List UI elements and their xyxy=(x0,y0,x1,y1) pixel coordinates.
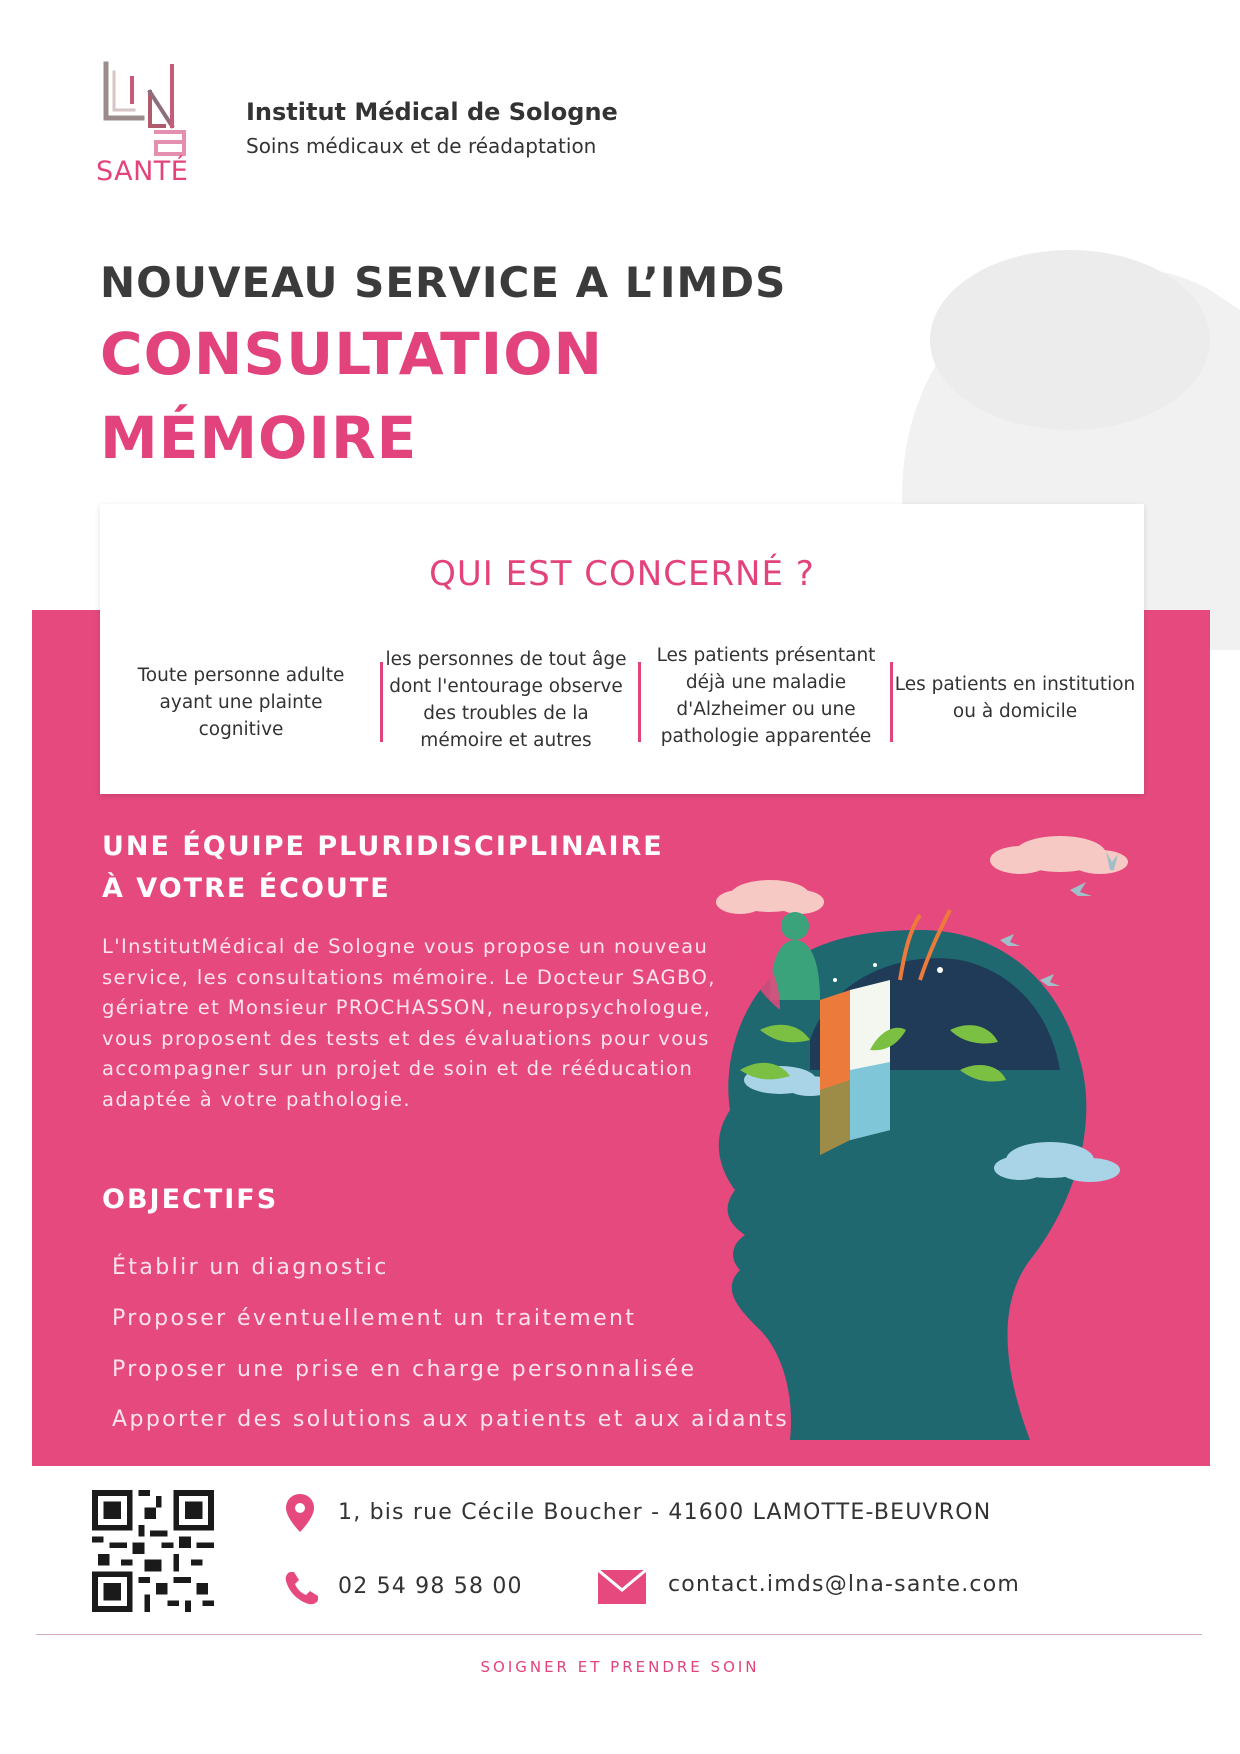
objective-item: Proposer éventuellement un traitement xyxy=(112,1306,637,1331)
head-illustration xyxy=(700,830,1220,1460)
team-title-line2: À VOTRE ÉCOUTE xyxy=(102,873,391,904)
organization-name: Institut Médical de Sologne xyxy=(246,98,618,126)
email-link[interactable]: contact.imds@lna-sante.com xyxy=(668,1572,1020,1597)
qr-code[interactable] xyxy=(92,1490,214,1612)
objective-item: Apporter des solutions aux patients et aux aidants xyxy=(112,1407,790,1432)
concerned-card xyxy=(100,504,1144,794)
concerned-item: Toute personne adulte ayant une plainte cognitive xyxy=(137,664,345,740)
footer-slogan: SOIGNER ET PRENDRE SOIN xyxy=(480,1658,760,1676)
team-description: L'InstitutMédical de Sologne vous propose un nouveau service, les consultations mémoire. Le Docteur SAGBO, gériatre et Monsieur PROCHASSON, neuropsychologue, vous proposent des tests et des évaluations pour vous accompagner sur un projet de soin et de rééducation adaptée à votre pathologie. xyxy=(102,935,716,1111)
objectives-title: OBJECTIFS xyxy=(102,1184,279,1215)
organization-subtitle: Soins médicaux et de réadaptation xyxy=(246,134,597,158)
page-title-line2: MÉMOIRE xyxy=(100,404,418,472)
address[interactable]: 1, bis rue Cécile Boucher - 41600 LAMOTTE-BEUVRON xyxy=(338,1500,992,1525)
team-title xyxy=(102,826,802,910)
concerned-item: les personnes de tout âge dont l'entourage observe des troubles de la mémoire et autres xyxy=(385,649,627,751)
concerned-title: QUI EST CONCERNÉ ? xyxy=(429,554,815,594)
phone-number[interactable]: 02 54 98 58 00 xyxy=(338,1574,523,1599)
concerned-item: Les patients présentant déjà une maladie d'Alzheimer ou une pathologie apparentée xyxy=(656,645,876,747)
objective-item: Établir un diagnostic xyxy=(112,1255,389,1280)
lna-sante-logo xyxy=(98,56,218,196)
team-title-line1: UNE ÉQUIPE PLURIDISCIPLINAIRE xyxy=(102,831,664,862)
page-title-line1: CONSULTATION xyxy=(100,320,604,388)
mail-icon xyxy=(598,1570,646,1604)
headline: NOUVEAU SERVICE A L’IMDS xyxy=(100,258,787,307)
concerned-item: Les patients en institution ou à domicile xyxy=(894,674,1136,722)
location-pin-icon xyxy=(286,1494,314,1532)
logo-sante-text: SANTÉ xyxy=(96,156,189,187)
phone-icon xyxy=(284,1570,320,1606)
objective-item: Proposer une prise en charge personnalisée xyxy=(112,1357,697,1382)
footer-divider xyxy=(36,1634,1202,1635)
cloud-icon xyxy=(716,880,824,914)
